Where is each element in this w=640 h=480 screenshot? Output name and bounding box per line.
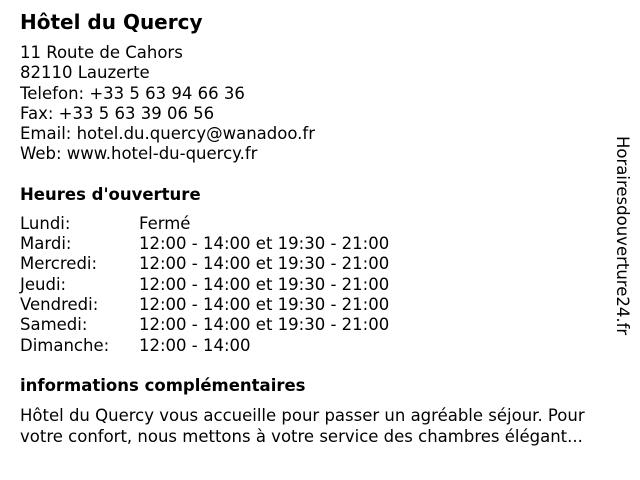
day-label: Mardi: [20, 234, 72, 254]
hours-row-wednesday [20, 254, 620, 274]
hours-row-sunday [20, 336, 620, 356]
opening-hours-table [20, 214, 620, 356]
hours-value: 12:00 - 14:00 [139, 335, 251, 355]
hours-row-tuesday [20, 234, 620, 254]
day-label: Mercredi: [20, 254, 98, 274]
day-label: Jeudi: [20, 274, 67, 294]
hours-value: 12:00 - 14:00 et 19:30 - 21:00 [139, 234, 390, 254]
email-line: Email: hotel.du.quercy@wanadoo.fr [20, 124, 315, 144]
day-label: Samedi: [20, 315, 88, 335]
hours-value: 12:00 - 14:00 et 19:30 - 21:00 [139, 274, 390, 294]
street-address: 11 Route de Cahors [20, 43, 183, 62]
day-label: Dimanche: [20, 335, 110, 355]
phone-line: Telefon: +33 5 63 94 66 36 [20, 83, 245, 103]
additional-info-text: Hôtel du Quercy vous accueille pour passer un agréable séjour. Pour votre confort, nous mettons à votre service des chambres élégant... [20, 405, 585, 446]
hours-value: Fermé [139, 213, 191, 233]
day-label: Vendredi: [20, 294, 99, 314]
hours-value: 12:00 - 14:00 et 19:30 - 21:00 [139, 294, 390, 314]
hours-row-saturday [20, 315, 620, 335]
hours-value: 12:00 - 14:00 et 19:30 - 21:00 [139, 315, 390, 335]
day-label: Lundi: [20, 213, 71, 233]
opening-hours-heading: Heures d'ouverture [20, 184, 201, 204]
web-line: Web: www.hotel-du-quercy.fr [20, 144, 258, 164]
site-watermark [611, 136, 633, 372]
watermark-text: Horairesdouverture24.fr [613, 136, 632, 336]
fax-line: Fax: +33 5 63 39 06 56 [20, 103, 215, 123]
hours-row-monday [20, 214, 620, 234]
business-name: Hôtel du Quercy [20, 10, 203, 34]
postal-city: 82110 Lauzerte [20, 63, 150, 83]
hours-row-thursday [20, 275, 620, 295]
hours-row-friday [20, 295, 620, 315]
business-card [20, 9, 620, 447]
hours-value: 12:00 - 14:00 et 19:30 - 21:00 [139, 254, 390, 274]
contact-block [20, 43, 620, 165]
additional-info-heading: informations complémentaires [20, 375, 306, 395]
